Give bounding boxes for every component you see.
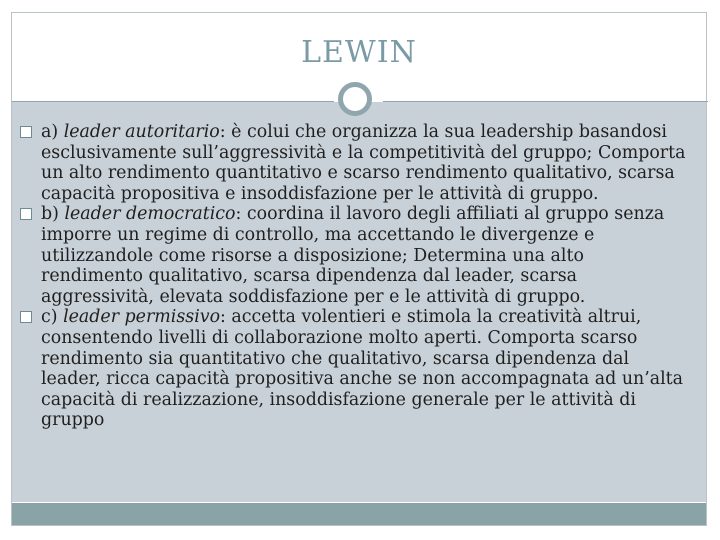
bullet-text: : è colui che organizza la sua leadership basandosi esclusivamente sull’aggressività e la competitività del gruppo; Comporta un alto rendimento quantitativo e scarso rendimento qualitativo, scarsa capacità propositiva e insoddisfazione per le attività di gruppo. [41,122,686,204]
bullet-term: leader democratico [64,204,236,225]
bullet-text: : accetta volentieri e stimola la creatività altrui, consentendo livelli di collaborazione molto aperti. Comporta scarso rendimento sia quantitativo che qualitativo, scarsa dipendenza dal leader, ricca capacità propositiva anche se non accompagnata ad un’alta capacità di realizzazione, insoddisfazione generale per le attività di gruppo [41,307,684,431]
circle-ornament-icon [338,82,372,116]
bullet-item-permissivo [18,307,690,431]
bullet-item-democratico [18,204,690,307]
title-divider-right [383,101,708,102]
bullet-term: leader permissivo [63,307,221,328]
bullet-prefix: b) [41,204,65,225]
bullet-text: : coordina il lavoro degli affiliati al gruppo senza imporre un regime di controllo, ma accettando le divergenze e utilizzandole come risorse a disposizione; Determina una alto rendimento qualitativo, scarsa dipendenza dal leader, scarsa aggressività, elevata soddisfazione per e le attività di gruppo. [41,204,665,307]
bullet-prefix: c) [41,307,64,328]
bullet-list [18,122,690,431]
bullet-item-autoritario [18,122,690,204]
title-divider-left [12,101,334,102]
square-bullet-icon [20,208,32,220]
bullet-term: leader autoritario [63,122,220,142]
bullet-prefix: a) [41,122,64,142]
square-bullet-icon [20,126,32,138]
square-bullet-icon [20,311,32,323]
footer-bar [12,503,706,525]
slide-title: LEWIN [301,35,417,70]
